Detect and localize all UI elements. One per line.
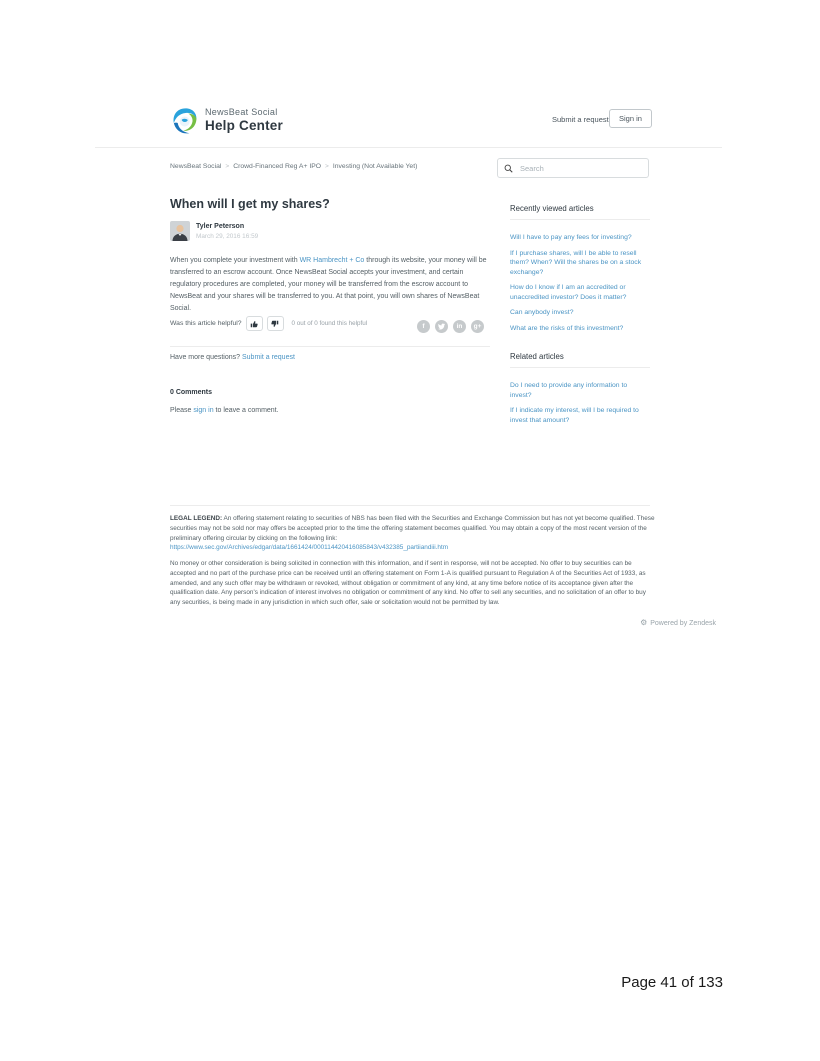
search-box[interactable] bbox=[497, 158, 649, 178]
legal-legend-label: LEGAL LEGEND: bbox=[170, 515, 223, 522]
helpful-question: Was this article helpful? bbox=[170, 320, 242, 327]
author-avatar bbox=[170, 221, 190, 241]
zendesk-gear-icon: ⚙ bbox=[640, 618, 648, 627]
article-title: When will I get my shares? bbox=[170, 197, 330, 211]
googleplus-icon[interactable]: g+ bbox=[471, 320, 484, 333]
breadcrumb-separator: > bbox=[225, 163, 230, 170]
comment-prompt-text: Please bbox=[170, 407, 194, 414]
recently-viewed-list bbox=[510, 233, 650, 339]
related-articles-list bbox=[510, 381, 650, 431]
newsbeat-logo-icon[interactable] bbox=[170, 106, 201, 137]
search-icon bbox=[504, 164, 513, 173]
brand-name: NewsBeat Social bbox=[205, 107, 278, 117]
recently-viewed-title: Recently viewed articles bbox=[510, 204, 594, 213]
helpful-row bbox=[170, 316, 367, 331]
related-article-link[interactable]: Do I need to provide any information to invest? bbox=[510, 382, 628, 399]
legal-legend-text: An offering statement relating to securities of NBS has been filed with the Securities and Exchange Commission but has not yet become qualified. These securities may not be sold nor may offers be accepted prior to the time the offering statement becomes qualified. You may obtain a copy of the most recent version of the preliminary offering circular by clicking on the following link: bbox=[170, 515, 655, 542]
powered-by-zendesk-link[interactable]: Powered by Zendesk bbox=[650, 619, 716, 627]
recent-article-link[interactable]: If I purchase shares, will I be able to resell them? When? Will the shares be on a stock exchange? bbox=[510, 249, 642, 276]
page-number: Page 41 of 133 bbox=[621, 974, 723, 991]
wr-hambrecht-link[interactable]: WR Hambrecht + Co bbox=[299, 257, 365, 264]
brand-block[interactable] bbox=[205, 108, 283, 133]
breadcrumb bbox=[170, 163, 417, 170]
author-name: Tyler Peterson bbox=[196, 223, 245, 230]
breadcrumb-section[interactable]: Investing (Not Available Yet) bbox=[332, 163, 418, 170]
article-divider bbox=[170, 346, 490, 347]
body-text: through its website, your money will be transferred to an escrow account. Once NewsBeat Social accepts your investment, and certain regulatory procedures are completed, your money will be transferred from the escrow account to NewsBeat and your shares will be transferred to you. At that point, you will own shares of NewsBeat Social. bbox=[170, 257, 487, 312]
related-article-link[interactable]: If I indicate my interest, will I be required to invest that amount? bbox=[510, 407, 639, 424]
help-center-title: Help Center bbox=[205, 118, 283, 133]
body-text: When you complete your investment with bbox=[170, 257, 300, 264]
sidebar-divider bbox=[510, 367, 650, 368]
article-body bbox=[170, 255, 492, 315]
comment-prompt bbox=[170, 407, 279, 414]
submit-request-link-header[interactable]: Submit a request bbox=[552, 115, 609, 124]
sign-in-button[interactable]: Sign in bbox=[609, 109, 652, 128]
breadcrumb-category[interactable]: Crowd-Financed Reg A+ IPO bbox=[233, 163, 322, 170]
comments-count: 0 Comments bbox=[170, 389, 213, 396]
recent-article-link[interactable]: How do I know if I am an accredited or unaccredited investor? Does it matter? bbox=[510, 284, 627, 301]
article-date: March 29, 2016 16:59 bbox=[196, 233, 259, 240]
legal-divider bbox=[170, 505, 650, 506]
comment-prompt-text: to leave a comment. bbox=[213, 407, 279, 414]
breadcrumb-home[interactable]: NewsBeat Social bbox=[170, 163, 222, 170]
legal-disclaimer-paragraph: No money or other consideration is being solicited in connection with this information, and if sent in response, will not be accepted. No offer to buy securities can be accepted and no part of the purchase price can be received until an offering statement on Form 1-A is qualified pursuant to Regulation A of the Securities Act of 1933, as amended, and any such offer may be withdrawn or revoked, without obligation or commitment of any kind, at any time before notice of its acceptance given after the qualification date. Any person's indication of interest involves no obligation or commitment of any kind. No offer to sell any securities, and no solicitation of an offer to buy any securities, is being made in any jurisdiction in which such offer, sale or solicitation would not be permitted by law. bbox=[170, 560, 646, 607]
helpful-count: 0 out of 0 found this helpful bbox=[291, 320, 368, 327]
sign-in-link[interactable]: sign in bbox=[193, 407, 214, 414]
recent-article-link[interactable]: Will I have to pay any fees for investing? bbox=[510, 234, 632, 241]
recent-article-link[interactable]: Can anybody invest? bbox=[510, 309, 574, 316]
thumbs-down-button[interactable] bbox=[267, 316, 284, 331]
more-questions-label: Have more questions? bbox=[170, 354, 241, 361]
linkedin-icon[interactable]: in bbox=[453, 320, 466, 333]
thumbs-up-icon bbox=[250, 320, 258, 328]
powered-by bbox=[640, 619, 716, 627]
more-questions bbox=[170, 354, 295, 361]
sidebar-divider bbox=[510, 219, 650, 220]
header-divider bbox=[95, 147, 722, 148]
related-articles-title: Related articles bbox=[510, 352, 564, 361]
sec-filing-link[interactable]: https://www.sec.gov/Archives/edgar/data/1661424/000114420416085843/v432385_partiiandiii.htm bbox=[170, 544, 449, 552]
breadcrumb-separator: > bbox=[325, 163, 329, 170]
submit-request-link[interactable]: Submit a request bbox=[242, 354, 295, 361]
thumbs-down-icon bbox=[271, 320, 279, 328]
recent-article-link[interactable]: What are the risks of this investment? bbox=[510, 324, 624, 332]
twitter-icon[interactable] bbox=[435, 320, 448, 333]
facebook-icon[interactable]: f bbox=[417, 320, 430, 333]
search-input[interactable] bbox=[518, 163, 642, 174]
thumbs-up-button[interactable] bbox=[246, 316, 263, 331]
legal-legend-paragraph bbox=[170, 514, 656, 553]
share-buttons bbox=[417, 320, 484, 333]
